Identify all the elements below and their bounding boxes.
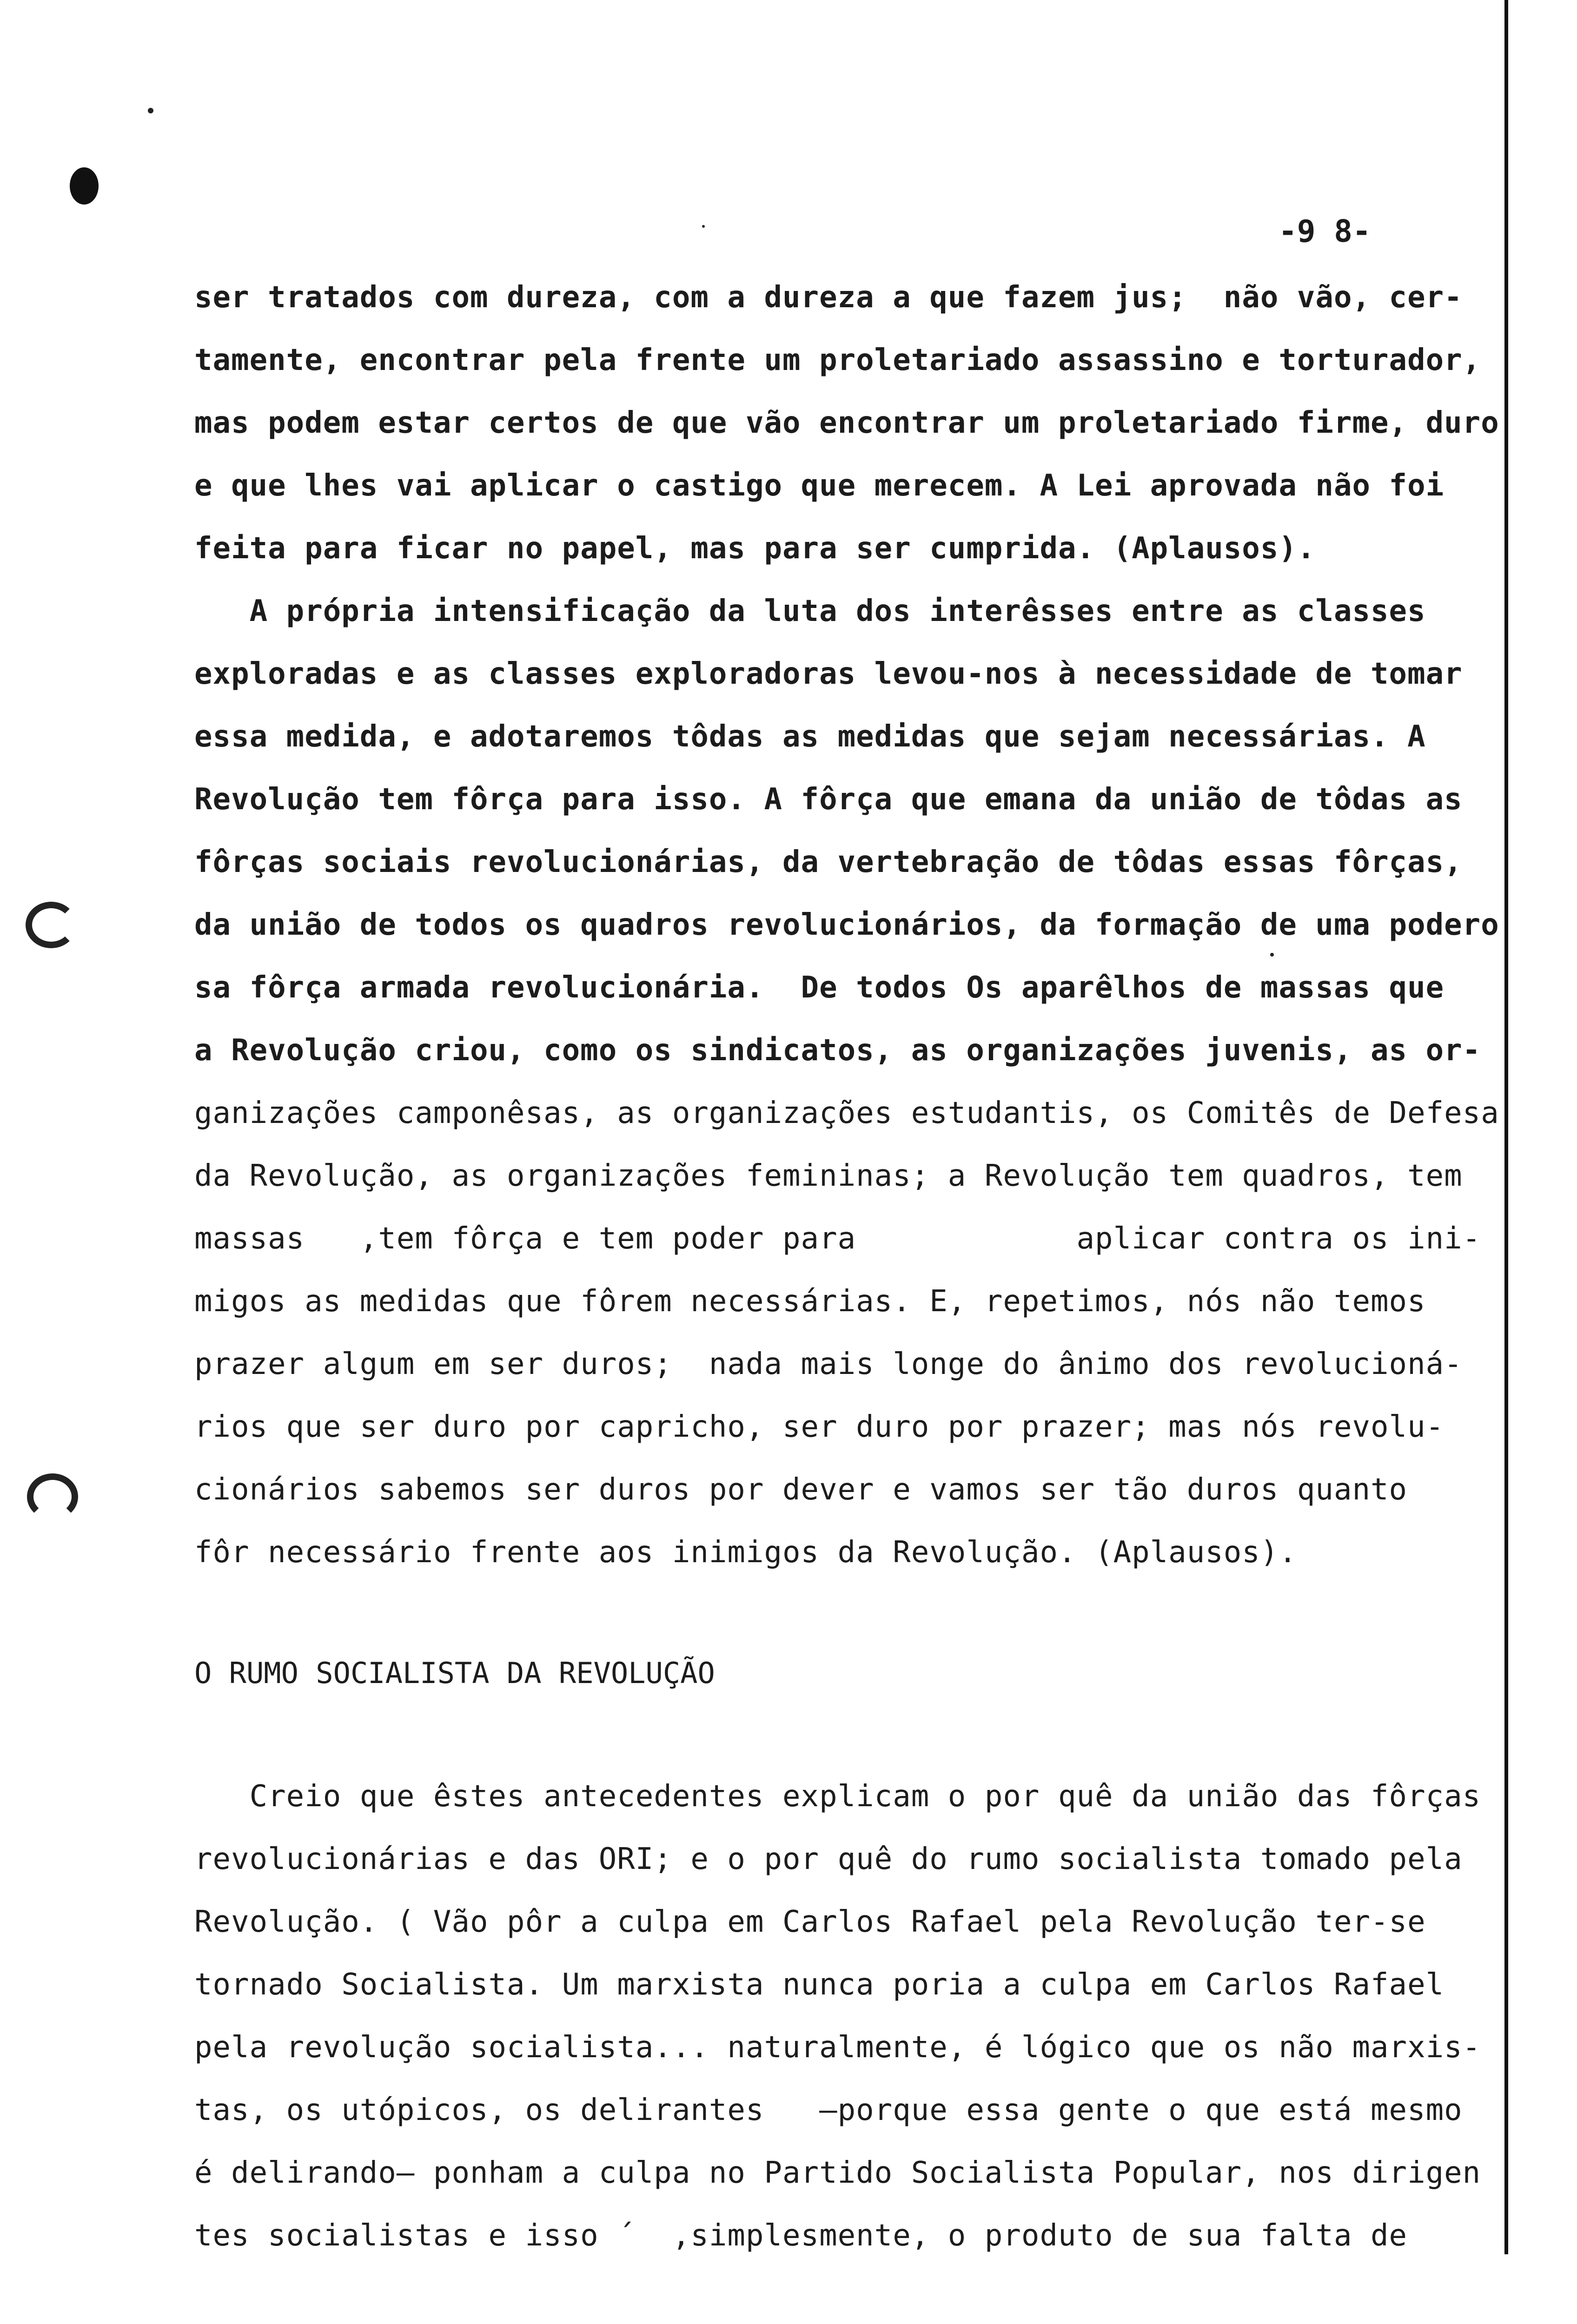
text-line: tamente, encontrar pela frente um proletariado assassino e torturador, xyxy=(194,343,1481,377)
text-line: ser tratados com dureza, com a dureza a que fazem jus; não vão, cer- xyxy=(194,280,1463,315)
punch-hole-top xyxy=(70,167,99,205)
text-line: tas, os utópicos, os delirantes —porque essa gente o que está mesmo xyxy=(194,2093,1463,2127)
text-line: fôr necessário frente aos inimigos da Revolução. (Aplausos). xyxy=(194,1535,1297,1570)
text-line: prazer algum em ser duros; nada mais longe do ânimo dos revolucioná- xyxy=(194,1347,1463,1381)
text-line: feita para ficar no papel, mas para ser cumprida. (Aplausos). xyxy=(194,531,1316,566)
text-line: Revolução tem fôrça para isso. A fôrça que emana da união de tôdas as xyxy=(194,782,1463,817)
text-line: exploradas e as classes exploradoras levou-nos à necessidade de tomar xyxy=(194,657,1463,691)
text-line: fôrças sociais revolucionárias, da vertebração de tôdas essas fôrças, xyxy=(194,845,1463,879)
text-line: Revolução. ( Vão pôr a culpa em Carlos Rafael pela Revolução ter-se xyxy=(194,1905,1426,1939)
text-line: tornado Socialista. Um marxista nunca poria a culpa em Carlos Rafael xyxy=(194,1967,1444,2002)
text-line: massas ,tem fôrça e tem poder para aplicar contra os ini- xyxy=(194,1221,1481,1256)
text-line: mas podem estar certos de que vão encontrar um proletariado firme, duro xyxy=(194,406,1499,440)
text-line: a Revolução criou, como os sindicatos, as organizações juvenis, as or- xyxy=(194,1033,1481,1068)
text-line: revolucionárias e das ORI; e o por quê do rumo socialista tomado pela xyxy=(194,1842,1463,1876)
text-line: e que lhes vai aplicar o castigo que merecem. A Lei aprovada não foi xyxy=(194,469,1444,503)
text-line: essa medida, e adotaremos tôdas as medidas que sejam necessárias. A xyxy=(194,720,1426,754)
text-line: rios que ser duro por capricho, ser duro por prazer; mas nós revolu- xyxy=(194,1410,1444,1444)
text-line: migos as medidas que fôrem necessárias. E, repetimos, nós não temos xyxy=(194,1284,1426,1319)
section-heading: O RUMO SOCIALISTA DA REVOLUÇÃO xyxy=(194,1656,715,1690)
punch-hole-lower xyxy=(27,1473,78,1520)
scan-speck xyxy=(702,225,705,228)
text-line: da união de todos os quadros revolucionários, da formação de uma podero xyxy=(194,908,1499,942)
text-line: A própria intensificação da luta dos interêsses entre as classes xyxy=(194,594,1426,628)
text-line: sa fôrça armada revolucionária. De todos Os aparêlhos de massas que xyxy=(194,971,1444,1005)
text-line: da Revolução, as organizações femininas; a Revolução tem quadros, tem xyxy=(194,1159,1463,1193)
scan-speck xyxy=(1270,953,1274,957)
text-line: é delirando— ponham a culpa no Partido Socialista Popular, nos dirigen xyxy=(194,2156,1481,2190)
right-margin-rule xyxy=(1504,0,1508,2254)
text-line: ganizações camponêsas, as organizações estudantis, os Comitês de Defesa xyxy=(194,1096,1499,1130)
text-line: pela revolução socialista... naturalmente, é lógico que os não marxis- xyxy=(194,2030,1481,2065)
text-line: Creio que êstes antecedentes explicam o por quê da união das fôrças xyxy=(194,1779,1481,1814)
text-line: cionários sabemos ser duros por dever e vamos ser tão duros quanto xyxy=(194,1472,1408,1507)
scan-speck xyxy=(148,108,153,113)
text-line: tes socialistas e isso ´ ,simplesmente, o produto de sua falta de xyxy=(194,2218,1408,2253)
page-number: -9 8- xyxy=(1279,213,1371,249)
punch-hole-middle xyxy=(26,902,77,948)
